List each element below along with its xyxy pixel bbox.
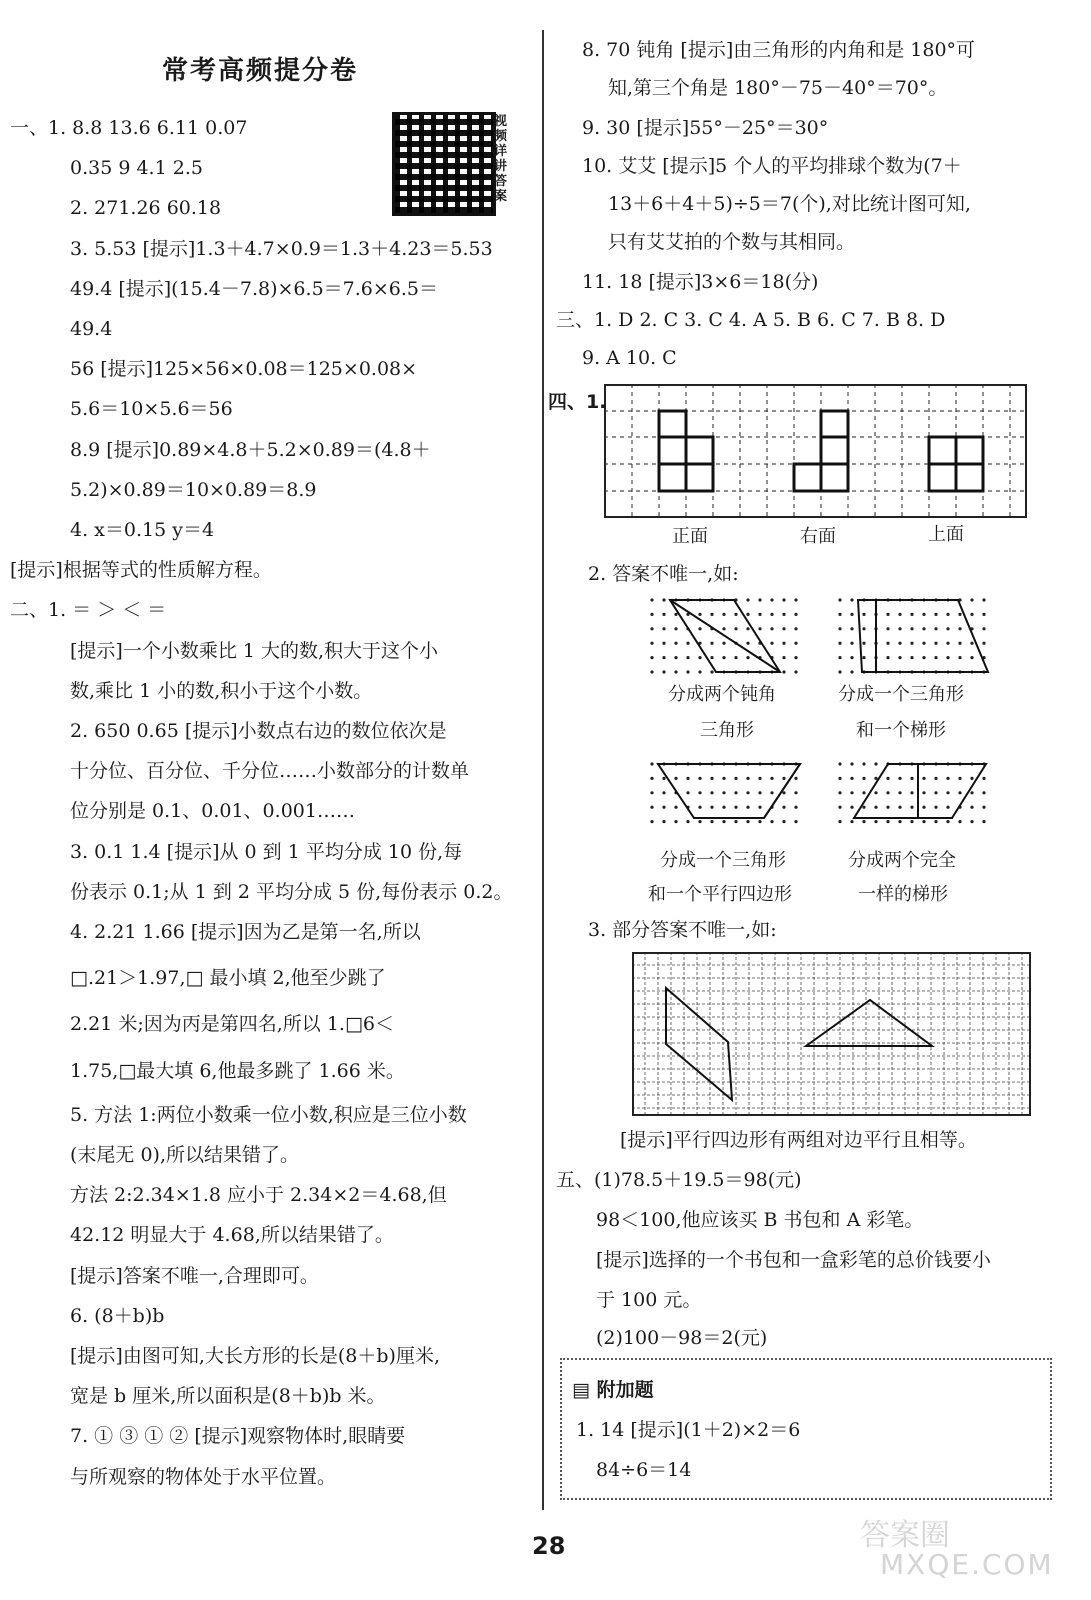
grid-dot <box>746 656 749 659</box>
grid-dot <box>662 806 665 809</box>
grid-dot <box>710 670 713 673</box>
sec5-line: 98＜100,他应该买 B 书包和 A 彩笔。 <box>596 1209 924 1231</box>
grid-dot <box>970 613 973 616</box>
left-line: 5.6＝10×5.6＝56 <box>70 398 233 421</box>
left-line: 42.12 明显大于 4.68,所以结果错了。 <box>70 1224 394 1247</box>
grid-dot <box>862 791 865 794</box>
grid-dot <box>838 656 841 659</box>
grid-dot <box>898 777 901 780</box>
grid-dot <box>862 627 865 630</box>
left-line: 1.75,□最大填 6,他最多跳了 1.66 米。 <box>70 1059 405 1082</box>
grid-dot <box>958 627 961 630</box>
grid-dot <box>898 791 901 794</box>
grid-dot <box>794 806 797 809</box>
grid-dot <box>970 820 973 823</box>
grid-dot <box>662 777 665 780</box>
grid-dot <box>850 670 853 673</box>
left-line: 8.9 [提示]0.89×4.8＋5.2×0.89＝(4.8＋ <box>70 438 431 461</box>
left-line: 2. 271.26 60.18 <box>70 197 222 220</box>
sec5-line: [提示]选择的一个书包和一盒彩笔的总价钱要小 <box>596 1249 991 1271</box>
grid-dot <box>850 777 853 780</box>
grid-dot <box>722 806 725 809</box>
grid-dot <box>838 777 841 780</box>
grid-dot <box>922 656 925 659</box>
left-line: 一、1. 8.8 13.6 6.11 0.07 <box>10 117 248 139</box>
left-line: 6. (8＋b)b <box>70 1304 165 1327</box>
grid-dot <box>838 598 841 601</box>
grid-dot <box>934 642 937 645</box>
grid-dot <box>910 627 913 630</box>
grid-dot <box>946 806 949 809</box>
caption-1b: 三角形 <box>700 720 754 741</box>
left-line: 49.4 [提示](15.4－7.8)×6.5＝7.6×6.5＝ <box>70 277 439 300</box>
grid-dot <box>886 627 889 630</box>
grid-dot <box>910 642 913 645</box>
grid-dot <box>946 642 949 645</box>
grid-dot <box>674 820 677 823</box>
qr-code <box>392 112 496 216</box>
grid-dot <box>650 642 653 645</box>
grid-dot <box>746 627 749 630</box>
grid-dot <box>686 642 689 645</box>
right-line: 三、1. D 2. C 3. C 4. A 5. B 6. C 7. B 8. D <box>556 309 946 331</box>
grid-dot <box>982 598 985 601</box>
grid-dot <box>686 777 689 780</box>
grid-dot <box>686 656 689 659</box>
left-line: 3. 0.1 1.4 [提示]从 0 到 1 平均分成 10 份,每 <box>70 840 463 863</box>
grid-dot <box>922 777 925 780</box>
left-line: 7. ① ③ ① ② [提示]观察物体时,眼睛要 <box>70 1425 406 1448</box>
grid-dot <box>862 613 865 616</box>
grid-dot <box>650 627 653 630</box>
grid-dot <box>782 627 785 630</box>
left-line: □.21＞1.97,□ 最小填 2,他至少跳了 <box>70 967 386 990</box>
grid-dot <box>838 613 841 616</box>
caption-4a: 分成两个完全 <box>848 850 956 871</box>
grid-dot <box>698 613 701 616</box>
grid-dot <box>674 627 677 630</box>
grid-dot <box>922 642 925 645</box>
left-line: [提示]一个小数乘比 1 大的数,积大于这个小 <box>70 639 439 662</box>
grid-dot <box>982 806 985 809</box>
grid-dot <box>946 627 949 630</box>
grid-dot <box>934 613 937 616</box>
left-line: 4. x＝0.15 y＝4 <box>70 519 215 541</box>
extra-line-2: 84÷6＝14 <box>596 1459 692 1481</box>
right-line: 10. 艾艾 [提示]5 个人的平均排球个数为(7＋ <box>582 155 962 177</box>
grid-dot <box>850 762 853 765</box>
grid-dot <box>722 627 725 630</box>
grid-dot <box>770 777 773 780</box>
grid-dot <box>922 613 925 616</box>
grid-dot <box>910 791 913 794</box>
grid-dot <box>794 627 797 630</box>
grid-dot <box>650 791 653 794</box>
grid-dot <box>958 642 961 645</box>
q3-hint: [提示]平行四边形有两组对边平行且相等。 <box>620 1129 977 1151</box>
grid-dot <box>850 598 853 601</box>
grid-dot <box>782 613 785 616</box>
grid-dot <box>982 613 985 616</box>
left-line: 与所观察的物体处于水平位置。 <box>70 1465 337 1488</box>
grid-dot <box>746 791 749 794</box>
grid-dot <box>758 777 761 780</box>
grid-dot <box>922 791 925 794</box>
grid-dot <box>710 656 713 659</box>
left-line: 49.4 <box>70 318 113 340</box>
grid-dot <box>650 806 653 809</box>
dot-grid-figures <box>640 592 1000 832</box>
grid-dot <box>770 627 773 630</box>
grid-dot <box>686 820 689 823</box>
grid-dot <box>674 806 677 809</box>
left-line: 4. 2.21 1.66 [提示]因为乙是第一名,所以 <box>70 921 421 943</box>
grid-dot <box>770 613 773 616</box>
grid-dot <box>982 820 985 823</box>
grid-dot <box>946 791 949 794</box>
grid-dot <box>838 642 841 645</box>
grid-dot <box>886 613 889 616</box>
grid-dot <box>734 627 737 630</box>
left-line: [提示]根据等式的性质解方程。 <box>10 559 272 582</box>
sec5-line: (2)100－98＝2(元) <box>596 1327 768 1349</box>
left-line: 3. 5.53 [提示]1.3＋4.7×0.9＝1.3＋4.23＝5.53 <box>70 237 493 260</box>
grid-dot <box>886 656 889 659</box>
caption-3b: 和一个平行四边形 <box>648 884 792 905</box>
grid-dot <box>746 642 749 645</box>
grid-dot <box>922 820 925 823</box>
grid-dot <box>698 777 701 780</box>
grid-dot <box>710 777 713 780</box>
grid-dot <box>910 613 913 616</box>
grid-dot <box>970 598 973 601</box>
q2-label: 2. 答案不唯一,如: <box>588 563 739 585</box>
grid-dot <box>946 820 949 823</box>
grid-dot <box>662 627 665 630</box>
grid-dot <box>874 806 877 809</box>
grid-dot <box>770 598 773 601</box>
grid-dot <box>794 598 797 601</box>
grid-dot <box>674 670 677 673</box>
left-line: 十分位、百分位、千分位……小数部分的计数单 <box>70 760 470 783</box>
view-front-label: 正面 <box>672 526 708 547</box>
left-line: 份表示 0.1;从 1 到 2 平均分成 5 份,每份表示 0.2。 <box>70 880 513 903</box>
grid-dot <box>782 777 785 780</box>
grid-dot <box>734 777 737 780</box>
grid-dot <box>758 598 761 601</box>
grid-dot <box>946 613 949 616</box>
grid-dot <box>662 613 665 616</box>
grid-dot <box>982 777 985 780</box>
page-number: 28 <box>532 1532 566 1560</box>
left-line: 2.21 米;因为丙是第四名,所以 1.□6＜ <box>70 1013 394 1036</box>
grid-dot <box>662 820 665 823</box>
grid-dot <box>850 627 853 630</box>
left-line: 0.35 9 4.1 2.5 <box>70 157 203 180</box>
grid-dot <box>698 670 701 673</box>
grid-dot <box>898 642 901 645</box>
grid-dot <box>650 670 653 673</box>
grid-dot <box>710 642 713 645</box>
left-line: 5. 方法 1:两位小数乘一位小数,积应是三位小数 <box>70 1103 467 1126</box>
grid-dot <box>650 777 653 780</box>
qr-label: 视频详讲答案 <box>494 114 508 204</box>
grid-dot <box>934 627 937 630</box>
grid-dot <box>958 656 961 659</box>
grid-dot <box>958 777 961 780</box>
sec5-line: 五、(1)78.5＋19.5＝98(元) <box>556 1169 802 1191</box>
grid-dot <box>794 670 797 673</box>
three-views-figure <box>604 384 1028 520</box>
grid-dot <box>898 656 901 659</box>
grid-dot <box>782 642 785 645</box>
grid-dot <box>886 820 889 823</box>
grid-dot <box>650 656 653 659</box>
grid-dot <box>734 806 737 809</box>
caption-4b: 一样的梯形 <box>858 884 948 905</box>
grid-dot <box>746 613 749 616</box>
grid-dot <box>958 820 961 823</box>
grid-dot <box>674 613 677 616</box>
right-line: 只有艾艾拍的个数与其相同。 <box>608 231 856 253</box>
left-line: (末尾无 0),所以结果错了。 <box>70 1144 299 1166</box>
extra-label: ▤ 附加题 <box>572 1379 654 1401</box>
extra-label-text: 附加题 <box>596 1379 654 1401</box>
left-line: 宽是 b 厘米,所以面积是(8＋b)b 米。 <box>70 1385 386 1408</box>
grid-dot <box>910 806 913 809</box>
extra-line-1: 1. 14 [提示](1＋2)×2＝6 <box>576 1419 801 1441</box>
grid-dot <box>722 791 725 794</box>
grid-dot <box>770 642 773 645</box>
grid-dot <box>758 627 761 630</box>
grid-dot <box>982 627 985 630</box>
grid-dot <box>958 613 961 616</box>
grid-dot <box>650 820 653 823</box>
grid-dot <box>898 627 901 630</box>
grid-dot <box>794 656 797 659</box>
grid-dot <box>746 806 749 809</box>
grid-dot <box>770 791 773 794</box>
grid-dot <box>662 791 665 794</box>
grid-dot <box>710 791 713 794</box>
grid-dot <box>934 820 937 823</box>
grid-dot <box>910 656 913 659</box>
caption-2b: 和一个梯形 <box>856 720 946 741</box>
right-line: 知,第三个角是 180°－75－40°＝70°。 <box>608 77 948 99</box>
left-line: 数,乘比 1 小的数,积小于这个小数。 <box>70 679 373 702</box>
grid-dot <box>734 613 737 616</box>
grid-dot <box>898 806 901 809</box>
grid-dot <box>970 642 973 645</box>
grid-dot <box>862 762 865 765</box>
caption-1a: 分成两个钝角 <box>668 684 776 705</box>
grid-dot <box>794 791 797 794</box>
grid-dot <box>734 820 737 823</box>
page-title: 常考高频提分卷 <box>162 56 359 86</box>
left-line: 位分别是 0.1、0.01、0.001…… <box>70 800 355 823</box>
grid-dot <box>794 613 797 616</box>
grid-dot <box>850 791 853 794</box>
grid-dot <box>794 642 797 645</box>
grid-dot <box>850 656 853 659</box>
left-line: 2. 650 0.65 [提示]小数点右边的数位依次是 <box>70 720 447 742</box>
caption-2a: 分成一个三角形 <box>838 684 964 705</box>
grid-dot <box>674 642 677 645</box>
sec5-line: 于 100 元。 <box>596 1289 702 1311</box>
grid-dot <box>746 820 749 823</box>
left-line: [提示]由图可知,大长方形的长是(8＋b)厘米, <box>70 1345 440 1367</box>
grid-dot <box>662 670 665 673</box>
grid-dot <box>758 820 761 823</box>
grid-dot <box>794 820 797 823</box>
grid-dot <box>782 791 785 794</box>
right-line: 11. 18 [提示]3×6＝18(分) <box>582 271 819 293</box>
grid-dot <box>758 613 761 616</box>
grid-dot <box>746 598 749 601</box>
left-line: 二、1. ＝ ＞ ＜ ＝ <box>10 599 167 622</box>
grid-dot <box>782 806 785 809</box>
grid-dot <box>662 598 665 601</box>
grid-dot <box>862 820 865 823</box>
grid-dot <box>910 820 913 823</box>
grid-dot <box>758 791 761 794</box>
grid-dot <box>782 656 785 659</box>
grid-dot <box>934 806 937 809</box>
right-line: 13＋6＋4＋5)÷5＝7(个),对比统计图可知, <box>608 193 971 215</box>
grid-dot <box>922 627 925 630</box>
sec4-label: 四、1. <box>548 391 607 413</box>
grid-dot <box>674 777 677 780</box>
grid-dot <box>982 791 985 794</box>
grid-dot <box>674 656 677 659</box>
grid-dot <box>758 806 761 809</box>
grid-dot <box>874 791 877 794</box>
grid-dot <box>662 656 665 659</box>
grid-dot <box>970 777 973 780</box>
view-top-label: 上面 <box>928 524 964 545</box>
grid-dot <box>850 642 853 645</box>
grid-dot <box>722 613 725 616</box>
grid-dot <box>850 613 853 616</box>
left-line: 5.2)×0.89＝10×0.89＝8.9 <box>70 478 317 501</box>
grid-dot <box>746 777 749 780</box>
grid-dot <box>922 806 925 809</box>
grid-dot <box>934 777 937 780</box>
grid-dot <box>650 762 653 765</box>
grid-dot <box>946 656 949 659</box>
grid-dot <box>686 791 689 794</box>
grid-dot <box>970 791 973 794</box>
watermark: 答案圈 <box>860 1518 950 1553</box>
grid-dot <box>710 806 713 809</box>
column-divider <box>542 30 544 1510</box>
grid-dot <box>686 670 689 673</box>
grid-dot <box>698 806 701 809</box>
grid-dot <box>794 777 797 780</box>
grid-dot <box>934 656 937 659</box>
grid-dot <box>782 820 785 823</box>
grid-dot <box>958 791 961 794</box>
grid-dot <box>722 777 725 780</box>
grid-dot <box>886 777 889 780</box>
grid-dot <box>650 613 653 616</box>
grid-dot <box>722 642 725 645</box>
grid-dot <box>862 777 865 780</box>
grid-dot <box>698 627 701 630</box>
grid-dot <box>970 806 973 809</box>
grid-dot <box>722 656 725 659</box>
grid-dot <box>838 627 841 630</box>
grid-dot <box>734 656 737 659</box>
left-line: [提示]答案不唯一,合理即可。 <box>70 1264 319 1287</box>
grid-dot <box>910 777 913 780</box>
left-line: 56 [提示]125×56×0.08＝125×0.08× <box>70 358 418 381</box>
grid-dot <box>710 613 713 616</box>
grid-dot <box>898 613 901 616</box>
view-right-label: 右面 <box>800 526 836 547</box>
grid-dot <box>862 656 865 659</box>
grid-dot <box>898 820 901 823</box>
grid-dot <box>874 820 877 823</box>
grid-dot <box>650 598 653 601</box>
grid-dot <box>838 791 841 794</box>
grid-dot <box>862 642 865 645</box>
grid-dot <box>770 820 773 823</box>
grid-dot <box>838 806 841 809</box>
grid-dot <box>970 656 973 659</box>
grid-dot <box>850 820 853 823</box>
grid-dot <box>710 820 713 823</box>
grid-dot <box>982 642 985 645</box>
grid-dot <box>838 670 841 673</box>
grid-dot <box>722 820 725 823</box>
grid-dot <box>698 791 701 794</box>
grid-dot <box>782 598 785 601</box>
grid-dot <box>886 642 889 645</box>
watermark-url: MXQE.COM <box>880 1548 1054 1581</box>
grid-dot <box>850 806 853 809</box>
grid-dot <box>838 820 841 823</box>
left-line: 方法 2:2.34×1.8 应小于 2.34×2＝4.68,但 <box>70 1184 447 1207</box>
caption-3a: 分成一个三角形 <box>660 850 786 871</box>
grid-dot <box>662 642 665 645</box>
right-line: 9. A 10. C <box>582 347 677 369</box>
grid-dot <box>886 791 889 794</box>
grid-dot <box>734 791 737 794</box>
grid-dot <box>874 762 877 765</box>
right-line: 8. 70 钝角 [提示]由三角形的内角和是 180°可 <box>582 39 976 61</box>
grid-dot <box>782 670 785 673</box>
q3-label: 3. 部分答案不唯一,如: <box>588 919 777 941</box>
grid-dot <box>698 656 701 659</box>
grid-dot <box>862 806 865 809</box>
grid-dot <box>698 820 701 823</box>
grid-drawing-figure <box>632 952 1032 1118</box>
right-line: 9. 30 [提示]55°－25°＝30° <box>582 117 829 139</box>
grid-dot <box>838 762 841 765</box>
grid-dot <box>934 791 937 794</box>
grid-dot <box>886 806 889 809</box>
grid-dot <box>946 777 949 780</box>
